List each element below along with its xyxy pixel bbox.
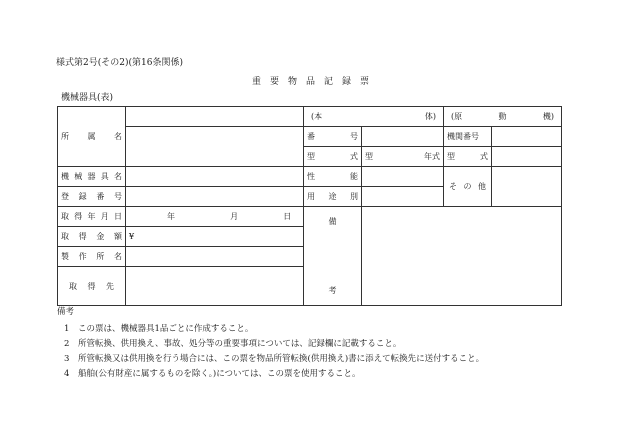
number-value[interactable] xyxy=(362,127,444,147)
note-item: 2 所管転換、供用換え、事故、処分等の重要事項については、記録欄に記載すること。 xyxy=(64,339,402,349)
engine-number-value[interactable] xyxy=(492,127,562,147)
engine-header: (原 動 機) xyxy=(444,107,562,127)
model-value[interactable]: 型 年式 xyxy=(362,147,444,167)
maker-label: 製 作 所 名 xyxy=(58,247,126,267)
acq-amount-value[interactable]: ¥ xyxy=(126,227,304,247)
acq-amount-label: 取 得 金 額 xyxy=(58,227,126,247)
note-item: 4 船舶(公有財産に属するものを除く。)については、この票を使用すること。 xyxy=(64,369,361,379)
usage-label: 用 途 別 xyxy=(304,187,362,207)
device-name-label: 機 械 器 具 名 xyxy=(58,167,126,187)
maker-value[interactable] xyxy=(126,247,304,267)
notes-heading: 備考 xyxy=(57,307,75,317)
engine-model-value[interactable] xyxy=(492,147,562,167)
section-label: 機械器具(表) xyxy=(61,93,114,103)
remarks-value[interactable] xyxy=(362,207,562,306)
note-item: 3 所管転換又は供用換を行う場合には、この票を物品所管転換(供用換え)書に添えて転換先に送付すること。 xyxy=(64,354,485,364)
registration-value[interactable] xyxy=(126,187,304,207)
other-label: そ の 他 xyxy=(444,167,492,207)
model-label: 型 式 xyxy=(304,147,362,167)
document-title: 重要物品記録票 xyxy=(251,77,378,87)
registration-label: 登 録 番 号 xyxy=(58,187,126,207)
usage-value[interactable] xyxy=(362,187,444,207)
performance-label: 性 能 xyxy=(304,167,362,187)
table-row xyxy=(58,167,562,187)
table-row xyxy=(58,207,562,227)
table-row xyxy=(58,107,562,127)
engine-model-label: 型 式 xyxy=(444,147,492,167)
remarks-label: 備 考 xyxy=(304,207,362,306)
acq-from-label: 取 得 先 xyxy=(58,267,126,306)
acq-date-value[interactable]: 年 月 日 xyxy=(126,207,304,227)
engine-number-label: 機関番号 xyxy=(444,127,492,147)
other-value[interactable] xyxy=(492,167,562,207)
location-value[interactable] xyxy=(126,127,304,167)
table-row xyxy=(58,127,562,147)
performance-value[interactable] xyxy=(362,167,444,187)
acq-date-label: 取 得 年 月 日 xyxy=(58,207,126,227)
location-label: 所 属 名 xyxy=(58,107,126,167)
device-name-value[interactable] xyxy=(126,167,304,187)
form-id: 様式第2号(その2)(第16条関係) xyxy=(56,58,183,68)
record-table xyxy=(57,106,562,306)
main-body-header: (本 体) xyxy=(304,107,444,127)
note-item: 1 この票は、機械器具1品ごとに作成すること。 xyxy=(64,324,254,334)
acq-from-value[interactable] xyxy=(126,267,304,306)
blank-cell xyxy=(126,107,304,127)
number-label: 番 号 xyxy=(304,127,362,147)
